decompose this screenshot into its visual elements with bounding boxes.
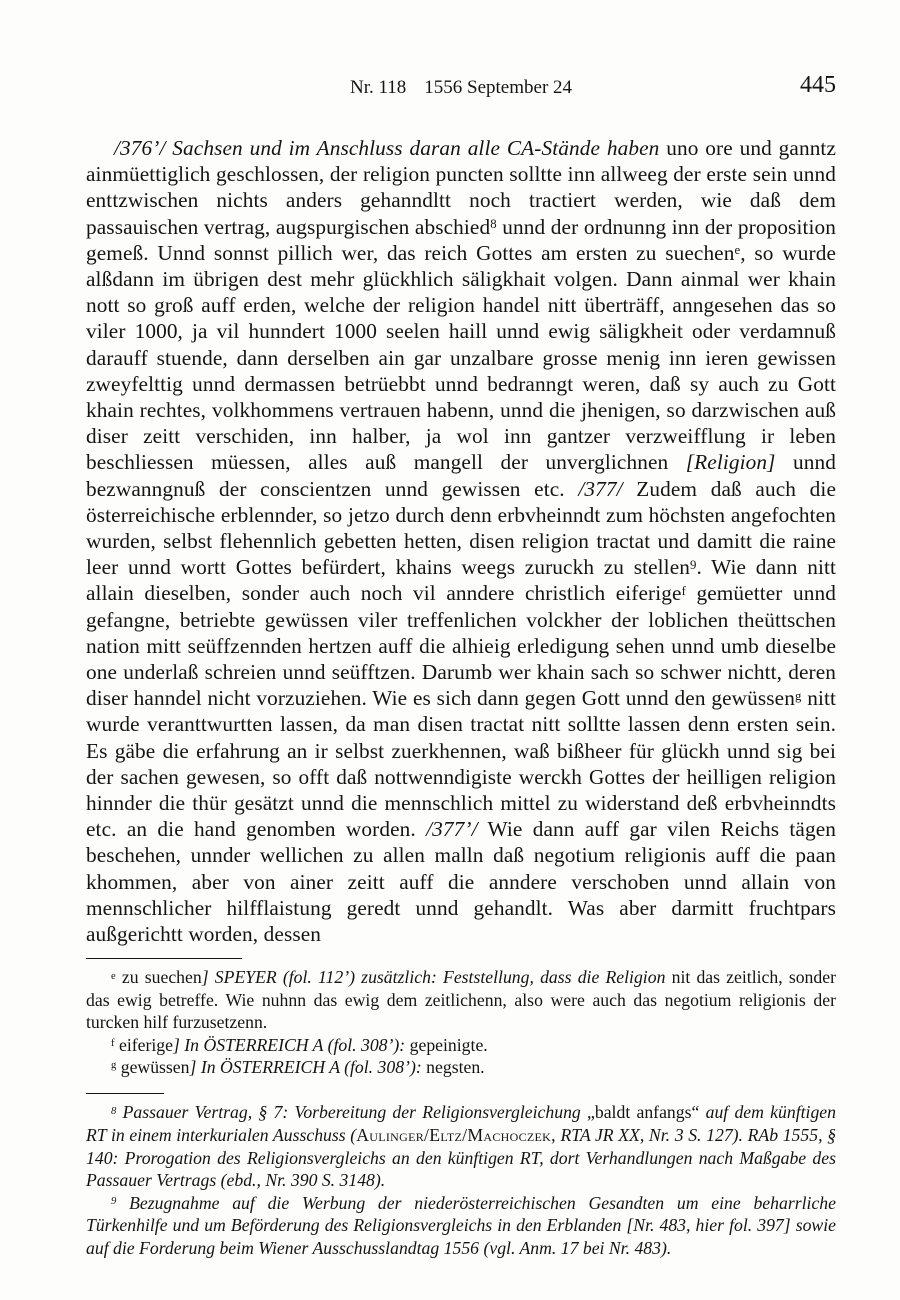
text-segment: eiferige [114, 1034, 173, 1055]
note-marker: 9 [690, 557, 697, 572]
text-segment: gepeinigte. [405, 1034, 488, 1055]
text-segment: /376’/ Sachsen und im Anschluss daran alle CA-Stände haben [114, 136, 667, 160]
text-segment: Zudem daß auch die österreichische erblennder, so jetzo durch denn erbvheinndt zum höchsten angefochten wurden, selbst flehennlich gebetten hetten, disen religion tractat und damitt die raine leer unnd wortt Gottes befürdert, khains weegs zuruckh zu stellen [86, 476, 836, 580]
apparatus-note [86, 966, 836, 1033]
text-segment: unnd bezwanngnuß der conscientzen unnd gewissen etc. [86, 450, 836, 501]
text-segment: ] In ÖSTERREICH A (fol. 308’): [189, 1056, 422, 1077]
apparatus-separator-rule [86, 958, 242, 959]
footnote [86, 1192, 836, 1260]
apparatus-note [86, 1056, 836, 1078]
page-number: 445 [800, 72, 836, 98]
text-segment: nitt wurde veranttwurtten lassen, da man disen tractat nitt solltte lassen denn ersten sein. Es gäbe die erfahrung an ir selbst zuerkhennen, waß bißheer für glückh unnd sig bei der sachen gewesen, so offt daß nottwenndigiste werckh Gottes der heilligen religion hinnder die thür gesätzt unnd die mennschlich mittel zu widerstand deß erbvheinndts etc. an die hand genomben worden. [86, 686, 836, 842]
document-date: 1556 September 24 [424, 77, 573, 98]
text-segment: auf dem künftigen RT in einem interkurialen Ausschuss ( [86, 1102, 837, 1145]
text-segment: ] SPEYER (fol. 112’) zusätzlich: Feststellung, dass die Religion [201, 967, 666, 988]
text-segment: unnd der ordnunng inn der proposition gemeß. Unnd sonnst pillich wer, das reich Gottes am ersten zu suechen [86, 214, 836, 265]
text-segment: /377/ [578, 476, 623, 501]
text-segment: ] In ÖSTERREICH A (fol. 308’): [172, 1034, 406, 1055]
text-segment: „baldt anfangs“ [587, 1102, 706, 1123]
text-segment: gewüssen [116, 1056, 190, 1077]
note-marker: 8 [490, 216, 497, 231]
text-segment: zu suechen [115, 967, 202, 988]
footnote [86, 1101, 836, 1191]
note-marker: 9 [111, 1195, 117, 1207]
text-segment: gemüetter unnd gefangne, betriebte gewüssen viler treffenlichen volckher der loblichen theüttschen nation mitt seüffzennden hertzen auff die alhieig erledigung sehen unnd umb dieselbe one underlaß schreien unnd seüfftzen. Darumb wer khain sach so schwer nichtt, deren diser hanndel nicht vorzuziehen. Wie es sich dann gegen Gott unnd den gewüssen [86, 581, 837, 711]
note-marker: f [111, 1037, 115, 1049]
text-segment: /377’/ [426, 817, 478, 842]
text-segment: [Religion] [685, 450, 776, 475]
text-segment: uno ore und ganntz ainmüettiglich geschlossen, der religion puncten solltte inn allweeg der erste sein unnd enttzwischen nichts anders gehanndltt noch tractiert werden, wie daß dem passauischen vertrag, augspurgischen abschied [86, 136, 837, 239]
note-marker: f [681, 583, 686, 598]
transcription-paragraph [86, 135, 836, 947]
textual-apparatus [86, 966, 836, 1078]
text-segment: negsten. [421, 1056, 485, 1077]
apparatus-note [86, 1034, 836, 1056]
footnote-separator-rule [86, 1093, 164, 1094]
text-segment: Aulinger/Eltz/Machoczek, [356, 1124, 556, 1145]
note-marker: 8 [111, 1105, 117, 1117]
commentary-footnotes [86, 1101, 836, 1259]
note-marker: g [794, 688, 802, 703]
text-segment: nit das zeitlich, sonder das ewig betreffe. Wie nuhnn das ewig dem zeitlichenn, also were auch das negotium religionis der turcken hilf furzusetzenn. [86, 967, 836, 1033]
note-marker: e [734, 243, 741, 258]
text-segment: , so wurde alßdann im übrigen dest mehr glückhlich säligkhait volgen. Dann ainmal wer khain nott so groß auff erden, welche der religion handel nitt überträff, anngesehen das so viler 1000, ja vil hunndert 1000 seelen haill unnd ewig säligkheit oder verdamnuß darauff stuende, dann derselben ain gar unzalbare grosse menig inn ieren gewissen zweyfelttig unnd dermassen betrüebbt unnd bedranngt weren, daß sy auch zu Gott khain rechtes, volkhommens vertrauen habenn, unnd die jhenigen, so darzwischen auß diser zeitt verschiden, inn halber, ja wol inn gantzer verzweifflung ir leben beschliessen müessen, alles auß mangell der unverglichnen [86, 240, 837, 475]
text-segment: RTA JR XX, Nr. 3 S. 127). RAb 1555, § 140: Prorogation des Religionsvergleichs an den künftigen RT, dort Verhandlungen nach Maßgabe des Passauer Vertrags (ebd., Nr. 390 S. 3148). [86, 1124, 837, 1191]
text-segment: Passauer Vertrag, § 7: Vorbereitung der Religionsvergleichung [116, 1102, 588, 1123]
running-header [86, 72, 836, 100]
note-marker: g [111, 1060, 117, 1072]
text-segment: Wie dann auff gar vilen Reichs tägen beschehen, unnder wellichen zu allen malln daß negotium religionis auff die paan khommen, aber von ainer zeitt auff die anndere verschoben unnd allain von mennschlicher hilfflaistung geredt unnd gehandlt. Was aber darmitt fruchtpars außgerichtt worden, dessen [86, 817, 837, 947]
note-marker: e [111, 970, 116, 982]
document-number: Nr. 118 [349, 77, 407, 98]
text-segment: Bezugnahme auf die Werbung der niederösterreichischen Gesandten um eine beharrliche Türkenhilfe und um Beförderung des Religionsvergleichs in den Erblanden [Nr. 483, hier fol. 397] sowie auf die Forderung beim Wiener Ausschusslandtag 1556 (vgl. Anm. 17 bei Nr. 483). [86, 1192, 836, 1258]
text-segment: . Wie dann nitt allain dieselben, sonder auch noch vil anndere christlich eiferige [86, 555, 836, 606]
